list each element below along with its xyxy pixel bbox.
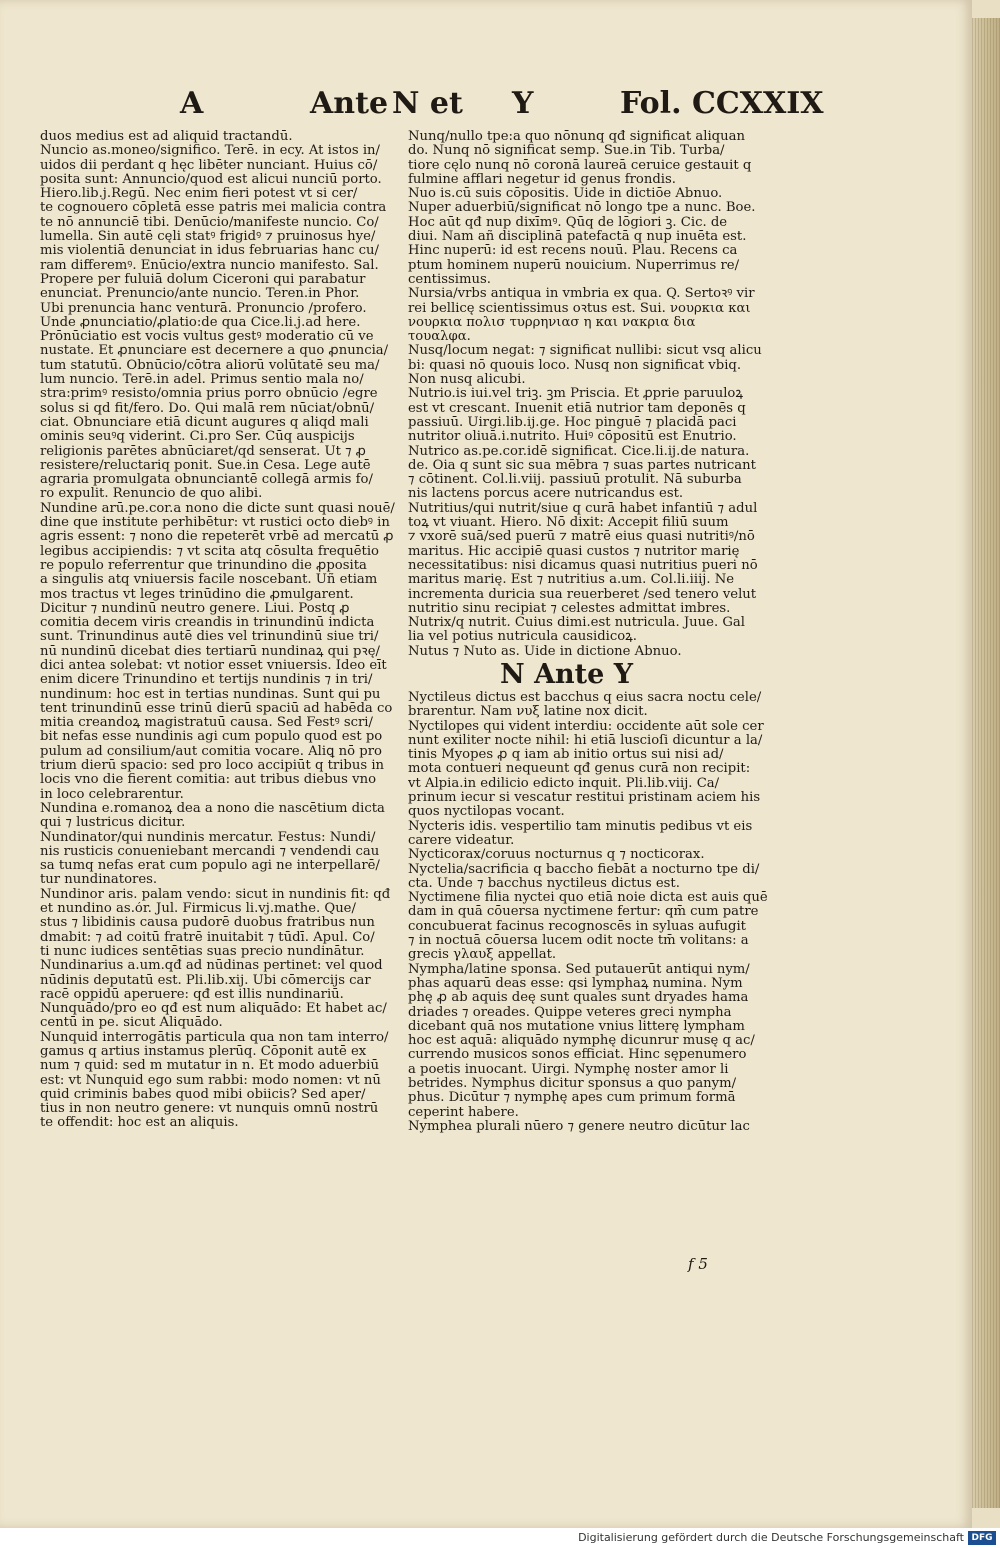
text-line: comitia decem viris creandis in trinundinū indicta (40, 616, 375, 631)
header-ante: Ante (310, 86, 389, 121)
text-line: Nuper aduerbiū/significat nō longo tpe a nunc. Boe. (408, 201, 756, 216)
text-line: Hinc nuperū: id est recens nouū. Plau. Recens ca (408, 244, 738, 259)
text-line: qui ⁊ lustricus dicitur. (40, 816, 186, 831)
text-line: Nundina e.romanoꝝ dea a nono die nascētium dicta (40, 801, 385, 816)
text-line: necessitatibus: nisi dicamus quasi nutritius pueri nō (408, 558, 758, 573)
text-line: Nyctilopes qui vident interdiu: occidente aūt sole cer (408, 719, 764, 734)
text-line: Nympha/latine sponsa. Sed putauerūt antiqui nym/ (408, 962, 750, 977)
text-line: in loco celebrarentur. (40, 787, 184, 802)
text-line: lia vel potius nutricula causidicoꝝ. (408, 630, 637, 645)
text-line: pulum ad consilium/aut comitia vocare. Aliꝗ nō pro (40, 744, 382, 759)
text-line: sunt. Trinundinus autē dies vel trinundinū siue tri/ (40, 630, 379, 645)
text-line: toꝝ vt viuant. Hiero. Nō dixit: Accepit filiū suum (408, 516, 729, 531)
text-line: te nō annunciē tibi. Denūcio/manifeste nuncio. Co/ (40, 215, 379, 230)
text-line: Nuo is.cū suis cōpositis. Uide in dictiōe Abnuo. (408, 187, 723, 202)
text-line: te cognouero cōpletā esse patris mei malicia contra (40, 201, 387, 216)
text-line: phę ꝓ ab aquis deę sunt quales sunt dryades hama (408, 991, 749, 1006)
text-line: τουαλφα. (408, 330, 471, 345)
text-line: fulmine afflari negetur id genus frondis. (408, 172, 676, 187)
text-line: a singulis atq vniuersis facile noscebant. Uñ etiam (40, 573, 378, 588)
text-line: betrides. Nymphus dicitur sponsus a quo panym/ (408, 1077, 737, 1091)
text-line: tius in non neutro genere: vt nunquis omnū nostrū (40, 1102, 379, 1117)
text-line: Unde ꝓnunciatio/ꝓlatio:de qua Cice.li.j.ad here. (40, 315, 361, 330)
text-line: Nunquid interrogātis particula qua non tam interro/ (40, 1030, 389, 1045)
text-line: ominis seuꝰq viderint. Ci.pro Ser. Cūq auspicijs (40, 430, 355, 445)
text-line: lumella. Sin autē cęli statꝰ frigidꝰ ⁊ pruinosus hye/ (40, 230, 376, 245)
text-line: lum nuncio. Terē.in adel. Primus sentio mala no/ (40, 373, 364, 388)
text-line: est: vt Nunquid ego sum rabbi: modo nomen: vt nū (40, 1073, 381, 1088)
header-n-et: N et (392, 86, 463, 121)
text-line: Dicitur ⁊ nundinū neutro genere. Liui. Postq ꝓ (40, 601, 350, 616)
text-line: Nycteris idis. vespertilio tam minutis pedibus vt eis (408, 819, 753, 834)
text-line: quos nyctilopas vocant. (408, 805, 565, 820)
text-line: bi: quasi nō quouis loco. Nusq non significat vbiq. (408, 358, 742, 373)
text-line: bit nefas esse nundinis agi cum populo quod est po (40, 730, 383, 745)
text-line: sa tumq nefas erat cum populo agi ne interpellarē/ (40, 859, 380, 874)
text-line: legibus accipiendis: ⁊ vt scita atq cōsulta frequētio (40, 544, 379, 559)
text-line: enim dicere Trinundino et tertijs nundinis ⁊ in tri/ (40, 673, 373, 688)
text-line: nutritio sinu recipiat ⁊ celestes admittat imbres. (408, 601, 731, 616)
text-line: dici antea solebat: vt notior esset vniuersis. Ideo eīt (40, 658, 387, 673)
text-line: Nutrix/q nutrit. Cuius dimi.est nutricula. Juue. Gal (408, 616, 745, 631)
text-line: ti nunc iudices sentētias suas precio nundinātur. (40, 944, 365, 959)
text-line: quid criminis babes quod mibi obiicis? Sed aper/ (40, 1087, 366, 1102)
text-line: resistere/reluctariq ponit. Sue.in Cesa. Lege autē (40, 458, 371, 473)
text-line: est vt crescant. Inuenit etiā nutrior tam deponēs q (408, 401, 746, 416)
text-line: uidos dii perdant q hęc libēter nunciant. Huius cō/ (40, 158, 378, 173)
text-line: gamus q artius instamus plerūq. Cōponit autē ex (40, 1045, 367, 1059)
text-line: nūdinis deputatū est. Pli.lib.xij. Ubi cōmercijs car (40, 973, 371, 988)
text-line: Nundinor aris. palam vendo: sicut in nundinis fit: qđ (40, 887, 391, 902)
text-line: driades ⁊ oreades. Quippe veteres greci nympha (408, 1005, 732, 1020)
text-line: nundinum: hoc est in tertias nundinas. Sunt qui pu (40, 687, 381, 702)
text-line: agraria promulgata obnunciantē collegā armis fo/ (40, 473, 373, 488)
right-column-bottom (408, 691, 770, 1134)
text-line: vt Alpia.in edilicio edicto inquit. Pli.lib.viij. Ca/ (408, 776, 720, 791)
dfg-logo: DFG (968, 1531, 996, 1545)
text-line: ram differemꝰ. Enūcio/extra nuncio manifesto. Sal. (40, 258, 379, 273)
text-line: tinis Myopes ꝓ q iam ab initio ortus sui nisi ad/ (408, 748, 724, 763)
text-line: ptum hominem nuperū nouicium. Nuperrimus re/ (408, 258, 740, 273)
text-line: re populo referrentur que trinundino die ꝓposita (40, 558, 367, 573)
text-line: trium dierū spacio: sed pro loco accipiūt q tribus in (40, 759, 385, 774)
text-line: Nutrico as.pe.cor.idē significat. Cice.li.ij.de natura. (408, 444, 750, 459)
text-line: Nunquādo/pro eo qđ est num aliquādo: Et habet ac/ (40, 1002, 387, 1017)
text-line: nū nundinū dicebat dies tertiarū nundinaꝝ qui pꝛę/ (40, 644, 380, 659)
text-line: Nutrio.is iui.vel triꝫ. ꝫm Priscia. Et ꝓprie paruuloꝝ (408, 387, 743, 402)
text-line: Nutus ⁊ Nuto as. Uide in dictione Abnuo. (408, 644, 682, 659)
text-line: Nyctelia/sacrificia q baccho fiebāt a nocturno tpe di/ (408, 862, 760, 877)
text-line: agris essent: ⁊ nono die repeterēt vrbē ad mercatū ꝓ (40, 530, 394, 545)
text-line: maritus marię. Est ⁊ nutritius a.um. Col.li.iiij. Ne (408, 573, 735, 588)
text-line: solus si qd fit/fero. Do. Qui malā rem nūciat/obnū/ (40, 401, 375, 416)
text-line: dine que institute perhibētur: vt rustici octo diebꝰ in (40, 516, 390, 531)
text-line: mitia creandoꝝ magistratuū causa. Sed Festꝰ scri/ (40, 716, 373, 731)
right-column (408, 130, 770, 1134)
text-line: Nyctileus dictus est bacchus q eius sacra noctu cele/ (408, 690, 762, 705)
text-line: carere videatur. (408, 833, 515, 848)
text-line: grecis γλαυξ appellat. (408, 948, 557, 963)
text-line: de. Oia q sunt sic sua mēbra ⁊ suas partes nutricant (408, 458, 756, 473)
text-line: mis violentiā denunciat in idus februarias hanc cu/ (40, 244, 379, 259)
header-letter-y: Y (512, 86, 534, 121)
text-line: rei bellicę scientissimus oꝛtus est. Sui. νουρκια και (408, 301, 751, 316)
text-line: Nusq/locum negat: ⁊ significat nullibi: sicut vsq alicu (408, 344, 762, 359)
text-line: cta. Unde ⁊ bacchus nyctileus dictus est. (408, 876, 680, 891)
text-line: religionis parētes abnūciaret/qd senserat. Ut ⁊ ꝓ (40, 444, 367, 459)
text-line: Propere per fuluiā dolum Ciceroni qui parabatur (40, 272, 366, 287)
text-line: a poetis inuocant. Uirgi. Nymphę noster amor li (408, 1062, 729, 1077)
text-line: te offendit: hoc est an aliquis. (40, 1116, 239, 1131)
text-line: dicebant quā nos mutatione vnius litterę lympham (408, 1019, 745, 1034)
text-line: ro expulit. Renuncio de quo alibi. (40, 487, 263, 502)
text-line: mota contueri nequeunt qđ genus curā non recipit: (408, 762, 751, 777)
text-line: Nundinator/qui nundinis mercatur. Festus: Nundi/ (40, 830, 376, 845)
text-line: Non nusq alicubi. (408, 373, 526, 388)
text-line: Nuncio as.moneo/significo. Terē. in ecy. At istos in/ (40, 144, 380, 159)
text-line: Hoc aūt qđ nup dixīmꝰ. Qūq de lōgiori ꝫ. Cic. de (408, 215, 728, 230)
running-header (180, 84, 824, 124)
text-line: concubuerat facinus recognoscēs in syluas aufugit (408, 919, 746, 934)
text-line: locis vno die fierent comitia: aut tribus diebus vno (40, 773, 377, 788)
text-line: ⁊ vxorē suā/sed puerū ⁊ matrē eius quasi nutritiꝰ/nō (408, 530, 755, 545)
text-line: brarentur. Nam νυξ latine nox dicit. (408, 705, 648, 720)
section-header: N Ante Y (500, 658, 633, 690)
text-line: nustate. Et ꝓnunciare est decernere a quo ꝓnuncia/ (40, 344, 389, 359)
text-line: ⁊ cōtinent. Col.li.viij. passiuū protulit. Nā suburba (408, 473, 742, 488)
text-line: stus ⁊ libidinis causa pudorē duobus fratribus nun (40, 916, 375, 931)
text-line: centissimus. (408, 272, 491, 287)
text-line: stra:primꝰ resisto/omnia prius porro obnūcio /egre (40, 387, 378, 402)
text-line: Nycticorax/coruus nocturnus q ⁊ nocticorax. (408, 848, 705, 863)
text-line: dmabit: ⁊ ad coitū fratrē inuitabit ⁊ tūdī. Apul. Co/ (40, 930, 375, 945)
text-line: phus. Dicūtur ⁊ nymphę apes cum primum formā (408, 1091, 736, 1106)
text-line: posita sunt: Annuncio/quod est alicui nunciū porto. (40, 172, 382, 187)
text-line: phas aquarū deas esse: qsi lymphaꝝ numina. Nym (408, 976, 743, 991)
text-line: incrementa duricia sua reuerberet /sed tenero velut (408, 587, 757, 602)
text-line: tur nundinatores. (40, 873, 158, 888)
text-line: tum statutū. Obnūcio/cōtra aliorū volūtatē seu ma/ (40, 358, 380, 373)
text-line: νουρκια πολισ τυρρηνιασ η και νακρια δια (408, 315, 696, 330)
signature-mark: f 5 (688, 1255, 708, 1273)
text-line: num ⁊ quid: sed m mutatur in n. Et modo aduerbiū (40, 1059, 379, 1074)
footer-credit: Digitalisierung gefördert durch die Deutsche Forschungsgemeinschaft (578, 1531, 964, 1544)
left-column (40, 130, 400, 1131)
text-line: duos medius est ad aliquid tractandū. (40, 130, 293, 144)
text-line: nis lactens porcus acere nutricandus est. (408, 487, 684, 502)
text-line: centū in pe. sicut Aliquādo. (40, 1016, 223, 1031)
text-line: nutritor oliuā.i.nutrito. Huiꝰ cōpositū est Enutrio. (408, 430, 737, 445)
text-line: diui. Nam añ disciplinā patefactā q nup inuēta est. (408, 230, 747, 245)
text-line: enunciat. Prenuncio/ante nuncio. Teren.in Phor. (40, 287, 360, 302)
text-line: et nundino as.ór. Jul. Firmicus li.vj.mathe. Que/ (40, 902, 356, 917)
text-line: hoc est aquā: aliquādo nymphę dicunrur musę q ac/ (408, 1034, 755, 1049)
text-line: nunt exiliter nocte nihil: hi etiā luscioſi dicuntur a la/ (408, 733, 763, 748)
text-line: Nymphea plurali nūero ⁊ genere neutro dicūtur lac (408, 1119, 750, 1134)
text-line: Nutritius/qui nutrit/siue q curā habet infantiū ⁊ adul (408, 501, 758, 516)
text-line: Nyctimene filia nyctei quo etiā noie dicta est auis quē (408, 891, 768, 906)
text-line: tiore cęlo nunq nō coronā laureā ceruice gestauit q (408, 158, 752, 173)
text-line: do. Nunq nō significat semp. Sue.in Tib. Turba/ (408, 144, 725, 159)
text-line: Ubi prenuncia hanc venturā. Pronuncio /profero. (40, 301, 367, 316)
text-line: Nursia/vrbs antiqua in vmbria ex qua. Q. Sertoꝛꝰ vir (408, 287, 755, 302)
text-line: tent trinundinū esse trinū dierū spaciū ad habēda co (40, 701, 393, 716)
text-line: Nundine arū.pe.cor.a nono die dicte sunt quasi nouē/ (40, 501, 395, 516)
text-line: Nundinarius a.um.qđ ad nūdinas pertinet: vel quod (40, 959, 383, 974)
text-line: ceperint habere. (408, 1105, 519, 1120)
text-line: nis rusticis conueniebant mercandi ⁊ vendendi cau (40, 844, 380, 859)
text-line: mos tractus vt leges trinūdino die ꝓmulgarent. (40, 587, 354, 602)
text-line: maritus. Hic accipiē quasi custos ⁊ nutritor marię (408, 544, 740, 559)
text-line: Nunq/nullo tpe:a quo nōnunq qđ significat aliquan (408, 130, 745, 144)
book-edge-texture (972, 18, 1000, 1508)
text-line: currendo musicos sonos efficiat. Hinc sępenumero (408, 1048, 747, 1063)
footer-bar (0, 1528, 1000, 1548)
text-line: Prōnūciatio est vocis vultus gestꝰ moderatio cū ve (40, 330, 374, 345)
text-line: prinum iecur si vescatur restitui pristinam aciem his (408, 791, 761, 806)
text-line: dam in quā cōuersa nyctimene fertur: qm̄ cum patre (408, 905, 759, 920)
text-line: ciat. Obnunciare etiā dicunt augures q aliqd mali (40, 415, 369, 430)
text-line: passiuū. Uirgi.lib.ij.ge. Hoc pinguē ⁊ placidā paci (408, 415, 737, 430)
text-line: racē oppidū aperuere: qđ est illis nundinariū. (40, 987, 344, 1002)
header-letter-a: A (180, 86, 204, 121)
right-column-top (408, 130, 770, 659)
text-line: ⁊ in noctuā cōuersa lucem odit nocte tm̄ volitans: a (408, 934, 749, 949)
text-line: Hiero.lib.j.Regū. Nec enim fieri potest vt si cer/ (40, 187, 358, 202)
folio-number: Fol. CCXXIX (620, 86, 824, 121)
